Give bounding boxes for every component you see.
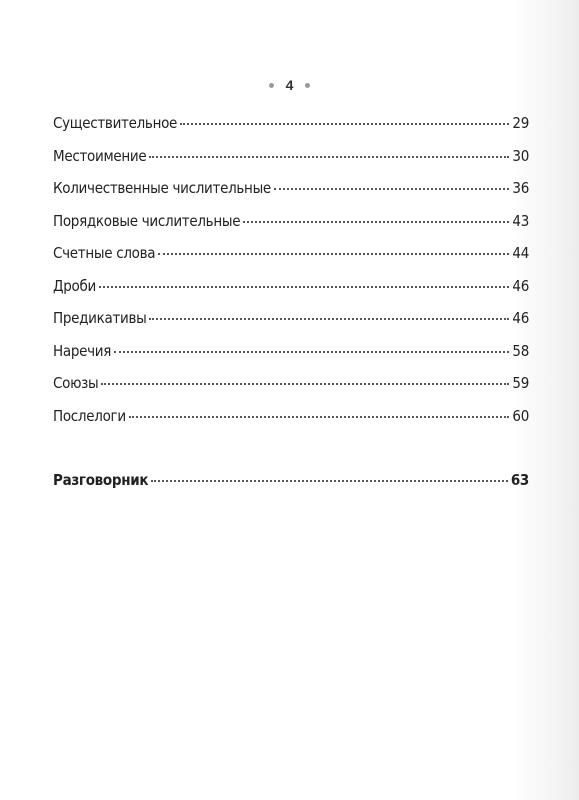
dot-leader	[114, 351, 509, 353]
table-of-contents	[53, 114, 529, 504]
toc-entry[interactable]	[53, 114, 529, 147]
toc-entry[interactable]	[53, 179, 529, 212]
dot-leader	[274, 188, 509, 190]
toc-entry-page: 30	[512, 146, 529, 165]
toc-entry-page: 60	[512, 406, 529, 425]
toc-entry-label: Дроби	[53, 276, 96, 295]
toc-section-page: 63	[510, 471, 529, 489]
toc-entry[interactable]	[53, 374, 529, 407]
toc-entry-page: 46	[512, 276, 529, 295]
toc-entry-label: Предикативы	[53, 309, 147, 327]
page-number-header	[0, 76, 579, 94]
dot-leader	[99, 286, 509, 288]
section-spacer	[53, 439, 529, 471]
toc-entry-label: Существительное	[53, 114, 178, 132]
toc-entry-label: Количественные числительные	[53, 179, 271, 197]
toc-entry[interactable]	[53, 212, 529, 245]
toc-section-entry[interactable]	[53, 471, 529, 504]
toc-entry[interactable]	[53, 147, 529, 180]
dot-leader	[158, 253, 509, 255]
toc-entry-page: 44	[512, 244, 529, 262]
toc-entry[interactable]	[53, 277, 529, 310]
toc-entry-page: 29	[512, 114, 529, 132]
toc-entry-page: 46	[512, 309, 529, 327]
left-bullet-icon	[269, 83, 274, 88]
toc-entry-page: 58	[512, 341, 529, 360]
toc-section-label: Разговорник	[53, 471, 149, 489]
toc-entry-page: 59	[512, 374, 529, 392]
toc-entry-label: Послелоги	[53, 406, 126, 425]
page-number: 4	[285, 77, 294, 93]
toc-entry-label: Порядковые числительные	[53, 211, 241, 230]
dot-leader	[149, 156, 509, 158]
toc-entry[interactable]	[53, 309, 529, 342]
toc-entry-label: Союзы	[53, 374, 99, 392]
toc-entry[interactable]	[53, 407, 529, 440]
toc-entry[interactable]	[53, 342, 529, 375]
toc-entry-page: 43	[512, 211, 529, 230]
toc-entry-label: Наречия	[53, 341, 112, 360]
dot-leader	[243, 221, 509, 223]
dot-leader	[151, 480, 508, 482]
dot-leader	[129, 416, 510, 418]
toc-entry-label: Местоимение	[53, 146, 147, 165]
right-bullet-icon	[305, 83, 310, 88]
dot-leader	[149, 318, 509, 320]
toc-entry[interactable]	[53, 244, 529, 277]
toc-entry-page: 36	[512, 179, 529, 197]
dot-leader	[101, 383, 509, 385]
toc-entry-label: Счетные слова	[53, 244, 156, 262]
dot-leader	[180, 123, 509, 125]
